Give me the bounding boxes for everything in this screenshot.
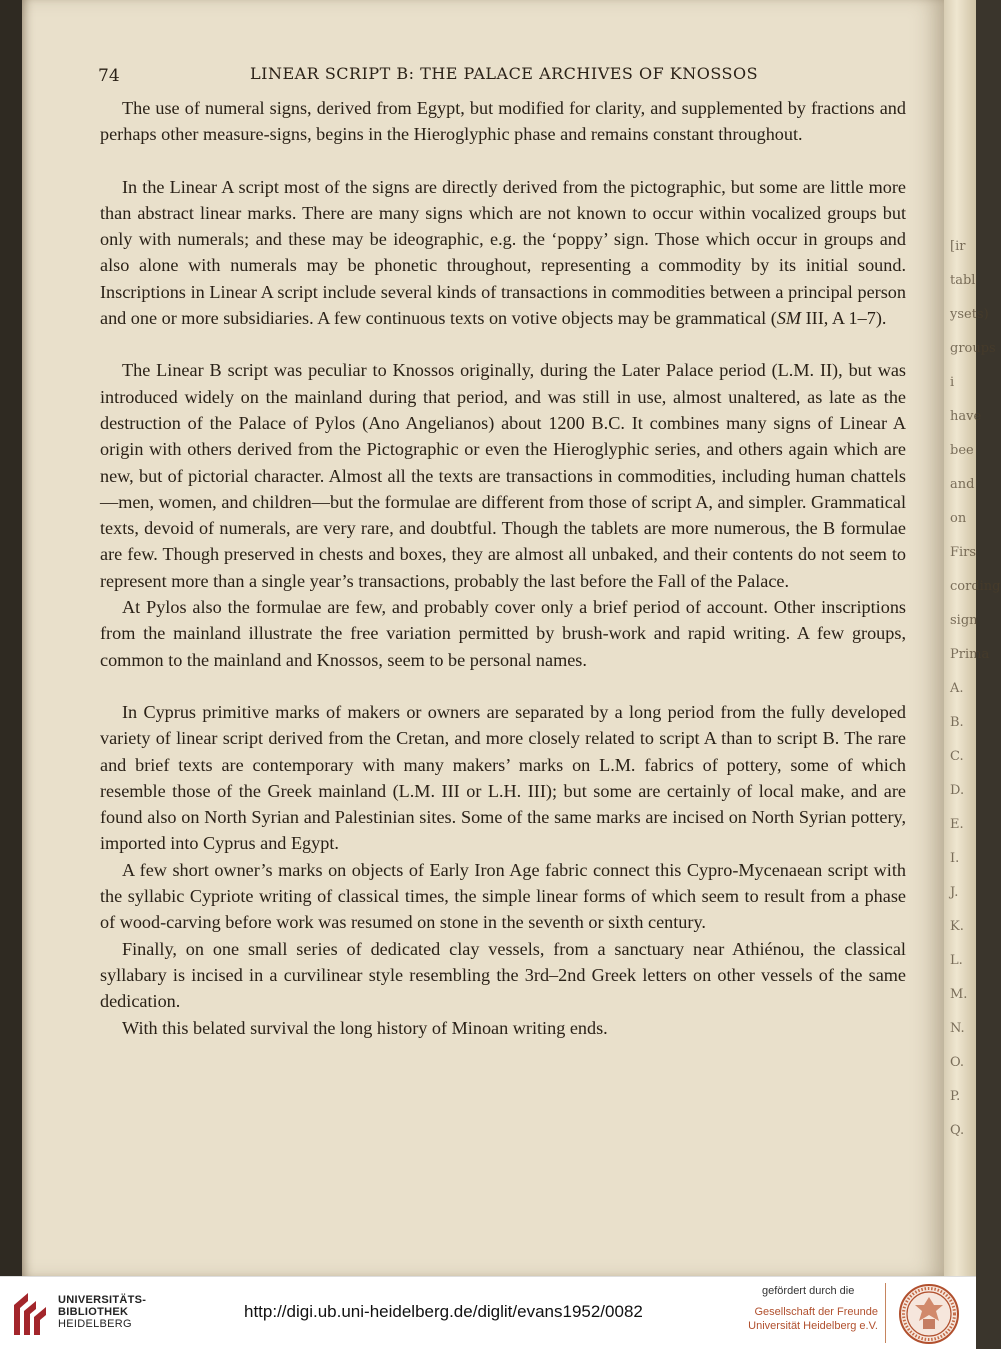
- paragraph-linear-b: The Linear B script was peculiar to Knossos originally, during the Later Palace period (L.M. II), but was introduced widely on the mainland during that period, and was still in use, almost unaltered, as late as the destruction of the Palace of Pylos (Ano Angelianos) about 1200 B.C. It combines many signs of Linear A origin with others derived from the Pictographic or even the Hieroglyphic series, and others again which are new, but of pictorial character. Almost all the texts are transactions in commodities, including human chattels—men, women, and children—but the formulae are different from those of script A, and simpler. Grammatical texts, devoid of numerals, are very rare, and doubtful. Though the tablets are more numerous, the B formulae are few. Though preserved in chests and boxes, they are almost all unbaked, and their contents do not seem to represent more than a single year’s transactions, probably the last before the Fall of the Palace.: [100, 360, 906, 591]
- running-head: LINEAR SCRIPT B: THE PALACE ARCHIVES OF KNOSSOS: [250, 64, 759, 83]
- university-library-name[interactable]: [58, 1294, 146, 1330]
- edge-fragment: have bee: [950, 409, 982, 458]
- edge-fragment: L.: [950, 953, 963, 968]
- body-text: [100, 95, 906, 1041]
- edge-fragment: A.: [950, 681, 964, 696]
- paragraph-numerals: The use of numeral signs, derived from Egypt, but modified for clarity, and supplemented by fractions and perhaps other measure-signs, begins in the Hieroglyphic phase and remains constant throughout.: [100, 98, 906, 145]
- edge-fragment: E.: [950, 817, 964, 832]
- edge-fragment: J.: [950, 885, 959, 900]
- edge-fragment: N.: [950, 1021, 965, 1036]
- sponsor-name[interactable]: [740, 1305, 878, 1333]
- edge-fragment: Firs: [950, 545, 977, 560]
- paragraph-text: In the Linear A script most of the signs are directly derived from the pictographic, but some are little more than abstract linear marks. There are many signs which are not known to occur within vocalized groups but only with numerals; and these may be ideographic, e.g. the ‘poppy’ sign. Those which occur in groups and also alone with numerals may be phonetic throughout, representing a commodity by its initial sound. Inscriptions in Linear A script include several kinds of transactions in commodities between a principal person and one or more subsidiaries. A few continuous texts on votive objects may be grammatical (: [100, 176, 906, 329]
- sponsor-name-line: Universität Heidelberg e.V.: [748, 1320, 878, 1332]
- edge-fragment: cording: [950, 579, 1001, 594]
- edge-fragment: O.: [950, 1055, 965, 1070]
- page-number: 74: [98, 66, 120, 86]
- edge-fragment: ysets): [950, 307, 989, 322]
- paragraph-linear-a: [100, 174, 906, 332]
- university-library-logo-icon: [10, 1291, 52, 1337]
- paragraph-cypro-mycenaean: A few short owner’s marks on objects of Early Iron Age fabric connect this Cypro-Mycenaean script with the syllabic Cypriote writing of classical times, the simple linear forms of which seem to result from a phase of wood-carving before work was resumed on stone in the seventh or sixth century.: [100, 859, 906, 933]
- edge-fragment: D.: [950, 783, 965, 798]
- digitization-footer: [0, 1276, 976, 1349]
- edge-fragment: Prima: [950, 647, 990, 662]
- facing-page-text-fragments: [950, 230, 1001, 1148]
- edge-fragment: P.: [950, 1089, 961, 1104]
- edge-fragment: Q.: [950, 1123, 965, 1138]
- edge-fragment: I.: [950, 851, 960, 866]
- edge-fragment: groups i: [950, 341, 996, 390]
- edge-fragment: B.: [950, 715, 964, 730]
- paragraph-pylos: At Pylos also the formulae are few, and probably cover only a brief period of account. Other inscriptions from the mainland illustrate the free variation permitted by brush-work and rapid writing. A few groups, common to the mainland and Knossos, seem to be personal names.: [100, 597, 906, 670]
- sponsor-caption: gefördert durch die: [762, 1285, 855, 1297]
- library-name-line: BIBLIOTHEK: [58, 1306, 129, 1318]
- university-seal-icon: [898, 1283, 960, 1345]
- edge-fragment: M.: [950, 987, 968, 1002]
- paragraph-conclusion: With this belated survival the long history of Minoan writing ends.: [122, 1017, 608, 1038]
- permalink-url[interactable]: http://digi.ub.uni-heidelberg.de/diglit/evans1952/0082: [244, 1302, 643, 1321]
- edge-fragment: and on: [950, 477, 975, 526]
- library-name-line: HEIDELBERG: [58, 1318, 132, 1330]
- edge-fragment: sign: [950, 613, 978, 628]
- footer-divider: [885, 1283, 886, 1343]
- edge-fragment: K.: [950, 919, 964, 934]
- paragraph-cyprus: In Cyprus primitive marks of makers or owners are separated by a long period from the fully developed variety of linear script derived from the Cretan, and more closely related to script A than to script B. The rare and brief texts are contemporary with many makers’ marks on L.M. fabrics of pottery, some of which resemble those of the Greek mainland (L.M. III or L.H. III); but some are certainly of local make, and are found also on North Syrian and Palestinian sites. Some of the same marks are incised on North Syrian pottery, imported into Cyprus and Egypt.: [100, 701, 906, 854]
- citation-abbreviation: SM: [776, 308, 802, 329]
- edge-fragment: C.: [950, 749, 964, 764]
- paragraph-athienou: Finally, on one small series of dedicated clay vessels, from a sanctuary near Athiénou, the classical syllabary is incised in a curvilinear style resembling the 3rd–2nd Greek letters on other vessels of the same dedication.: [100, 938, 906, 1012]
- sponsor-name-line: Gesellschaft der Freunde: [754, 1306, 878, 1318]
- citation-reference: III, A 1–7).: [801, 308, 887, 329]
- library-name-line: UNIVERSITÄTS-: [58, 1294, 147, 1306]
- edge-fragment: [ir tabl: [950, 239, 976, 288]
